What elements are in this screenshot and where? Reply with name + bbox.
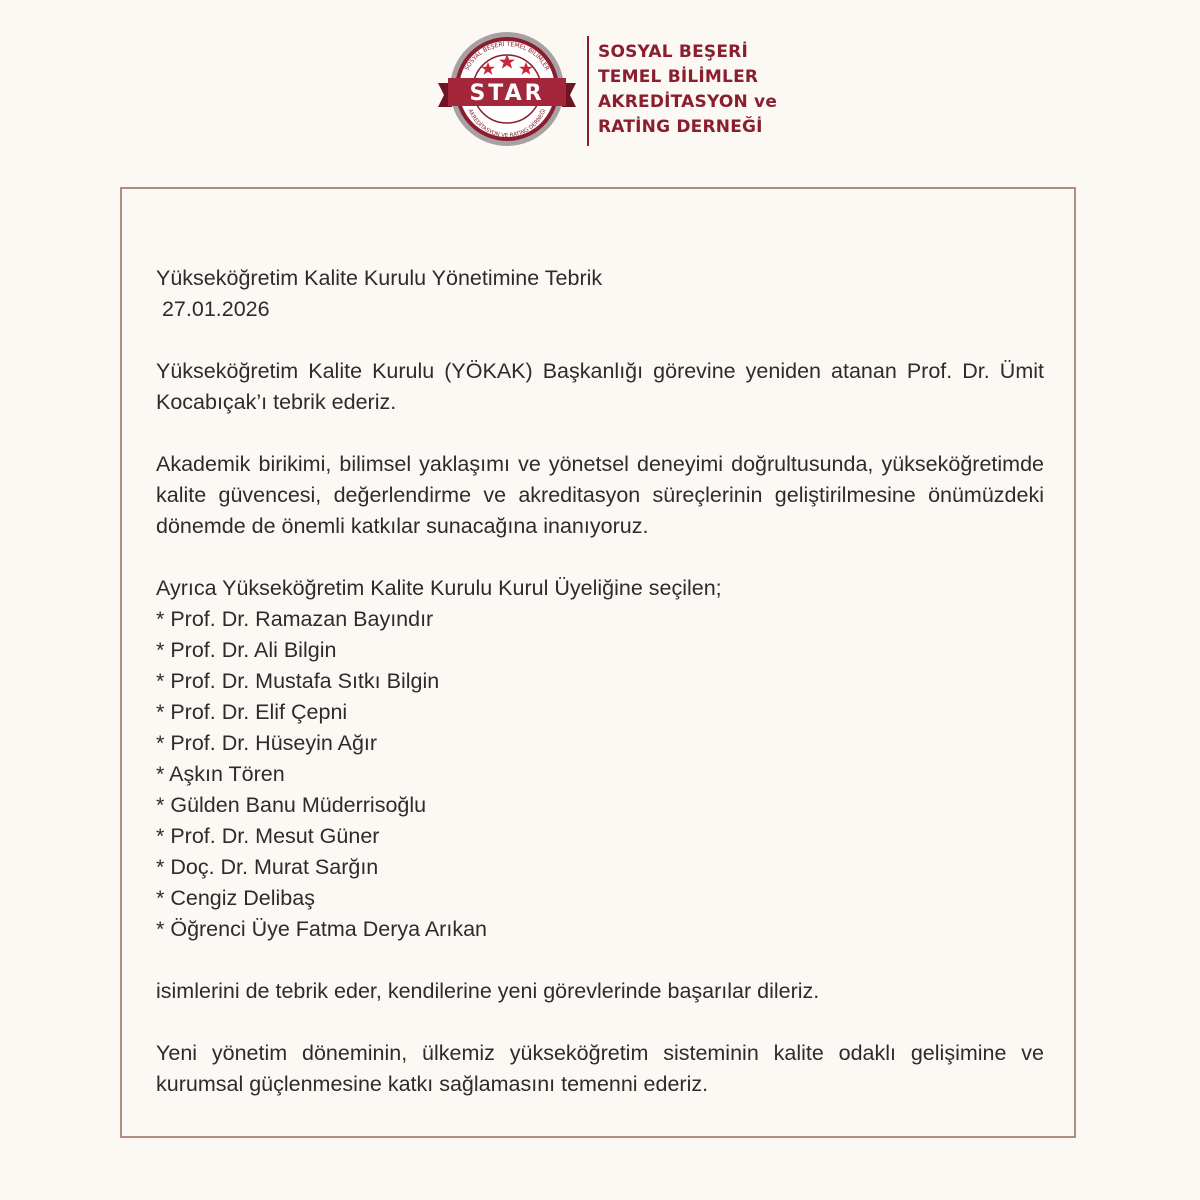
member-item: * Prof. Dr. Hüseyin Ağır bbox=[156, 731, 378, 755]
spacer bbox=[156, 325, 1044, 356]
paragraph-expectations: Akademik birikimi, bilimsel yaklaşımı ve yönetsel deneyimi doğrultusunda, yükseköğretimde kalite güvencesi, değerlendirme ve akreditasyon süreçlerinin geliştirilmesine önümüzdeki dönemde de önemli katkılar sunacağına inanıyoruz. bbox=[156, 452, 1044, 538]
spacer bbox=[156, 945, 1044, 976]
member-item: * Aşkın Tören bbox=[156, 762, 285, 786]
member-item: * Gülden Banu Müderrisoğlu bbox=[156, 793, 427, 817]
member-list bbox=[156, 604, 1044, 945]
spacer bbox=[156, 1007, 1044, 1038]
seal-banner-text: STAR bbox=[469, 81, 545, 106]
header bbox=[0, 30, 1200, 150]
org-name-line: SOSYAL BEŞERİ bbox=[598, 42, 748, 62]
member-item: * Prof. Dr. Ali Bilgin bbox=[156, 638, 337, 662]
org-name-line: TEMEL BİLİMLER bbox=[598, 67, 759, 87]
member-item: * Prof. Dr. Mesut Güner bbox=[156, 824, 380, 848]
spacer bbox=[156, 418, 1044, 449]
paragraph-congratulations: isimlerini de tebrik eder, kendilerine yeni görevlerinde başarılar dileriz. bbox=[156, 979, 820, 1003]
seal-bottom-text: AKREDİTASYON VE RATİNG DERNEĞİ bbox=[466, 108, 548, 139]
member-item: * Cengiz Delibaş bbox=[156, 886, 315, 910]
star-seal-logo bbox=[436, 30, 578, 148]
org-name-line: AKREDİTASYON ve bbox=[598, 92, 778, 112]
member-item: * Prof. Dr. Elif Çepni bbox=[156, 700, 348, 724]
org-name-line: RATİNG DERNEĞİ bbox=[598, 117, 763, 137]
members-intro: Ayrıca Yükseköğretim Kalite Kurulu Kurul Üyeliğine seçilen; bbox=[156, 576, 722, 600]
letter-title: Yükseköğretim Kalite Kurulu Yönetimine Tebrik bbox=[156, 266, 603, 290]
org-name bbox=[598, 40, 777, 140]
header-divider bbox=[587, 36, 589, 146]
spacer bbox=[156, 542, 1044, 573]
member-item: * Öğrenci Üye Fatma Derya Arıkan bbox=[156, 917, 487, 941]
member-item: * Prof. Dr. Ramazan Bayındır bbox=[156, 607, 434, 631]
member-item: * Doç. Dr. Murat Sarğın bbox=[156, 855, 379, 879]
seal-top-text: SOSYAL BEŞERİ TEMEL BİLİMLER bbox=[463, 40, 551, 72]
letter-body bbox=[156, 263, 1044, 1100]
paragraph-closing: Yeni yönetim döneminin, ülkemiz yükseköğretim sisteminin kalite odaklı gelişimine ve kurumsal güçlenmesine katkı sağlamasını temenni ederiz. bbox=[156, 1041, 1044, 1096]
paragraph-appointment: Yükseköğretim Kalite Kurulu (YÖKAK) Başkanlığı görevine yeniden atanan Prof. Dr. Ümit Kocabıçak’ı tebrik ederiz. bbox=[156, 359, 1044, 414]
letter-date: 27.01.2026 bbox=[156, 297, 270, 321]
member-item: * Prof. Dr. Mustafa Sıtkı Bilgin bbox=[156, 669, 440, 693]
